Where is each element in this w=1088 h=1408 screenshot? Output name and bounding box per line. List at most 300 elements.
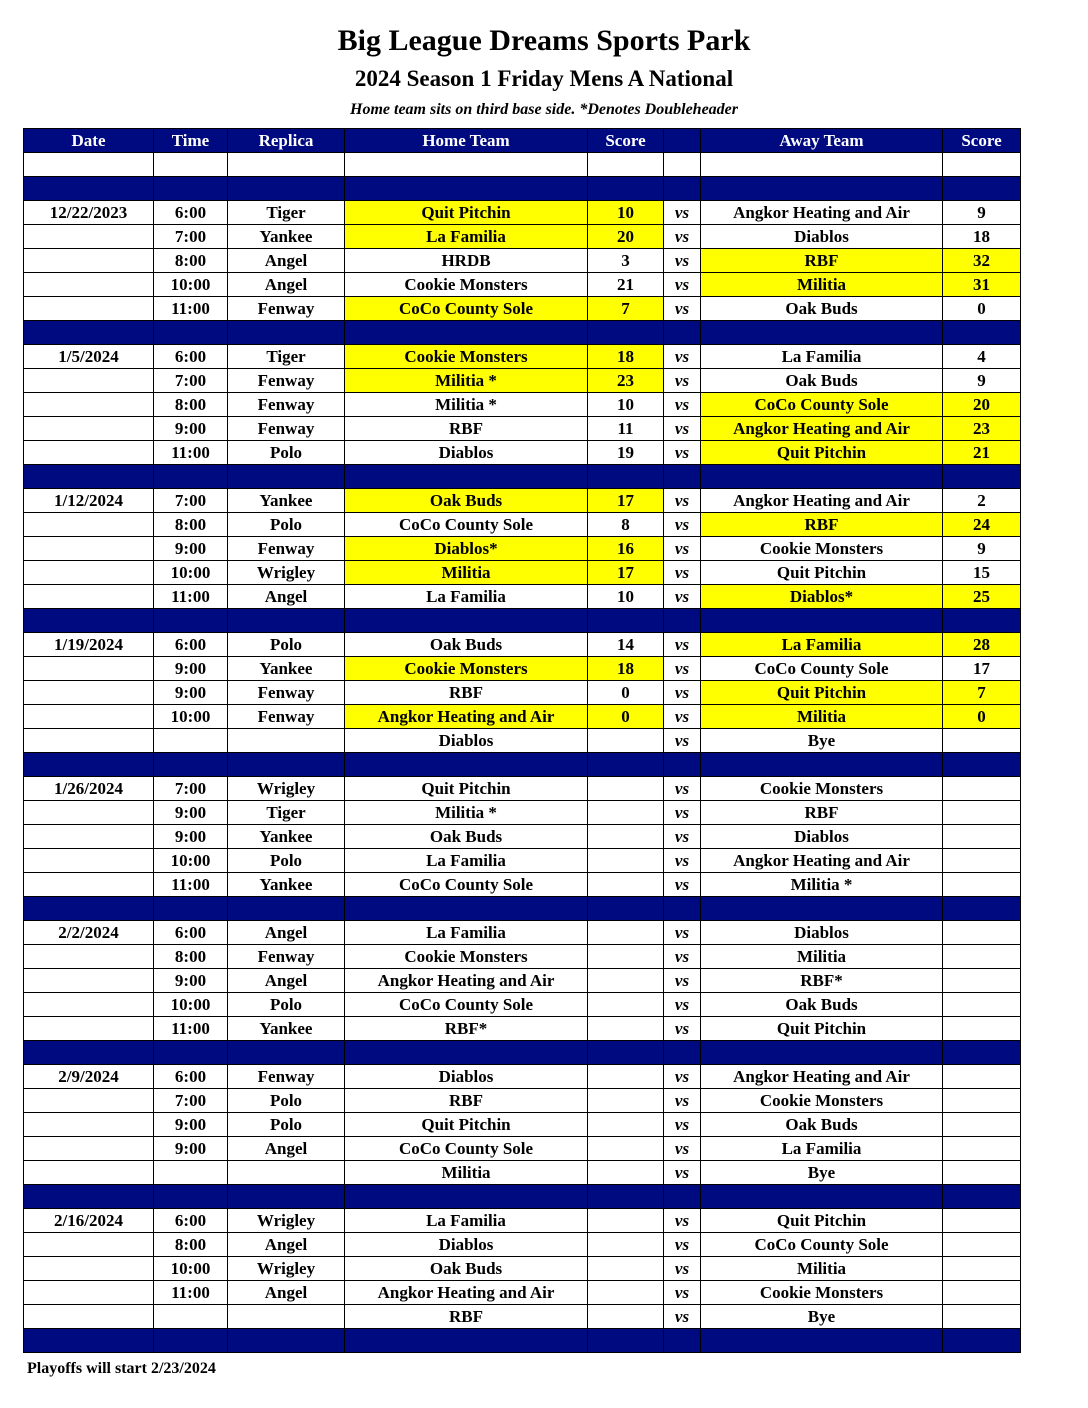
game-replica: Polo xyxy=(228,1089,345,1113)
game-date: 12/22/2023 xyxy=(24,201,154,225)
week-separator xyxy=(24,1329,1021,1353)
home-score xyxy=(588,1017,664,1041)
away-team: RBF* xyxy=(701,969,943,993)
game-row xyxy=(24,393,1021,417)
vs-label: vs xyxy=(664,921,701,945)
game-time: 9:00 xyxy=(154,969,228,993)
vs-label: vs xyxy=(664,801,701,825)
home-score: 0 xyxy=(588,681,664,705)
game-time: 11:00 xyxy=(154,873,228,897)
home-score xyxy=(588,1305,664,1329)
away-score xyxy=(943,969,1021,993)
week-separator-cell xyxy=(588,1185,664,1209)
away-team: CoCo County Sole xyxy=(701,393,943,417)
vs-label: vs xyxy=(664,1089,701,1113)
home-score: 10 xyxy=(588,585,664,609)
away-team: Militia xyxy=(701,705,943,729)
game-date: 2/9/2024 xyxy=(24,1065,154,1089)
home-team: La Familia xyxy=(345,1209,588,1233)
game-time: 11:00 xyxy=(154,297,228,321)
week-separator-cell xyxy=(664,1185,701,1209)
game-date xyxy=(24,225,154,249)
home-team: Diablos xyxy=(345,729,588,753)
week-separator-cell xyxy=(154,753,228,777)
game-time: 7:00 xyxy=(154,369,228,393)
away-score: 15 xyxy=(943,561,1021,585)
game-date xyxy=(24,417,154,441)
home-score: 8 xyxy=(588,513,664,537)
game-replica: Angel xyxy=(228,585,345,609)
week-separator-cell xyxy=(701,1185,943,1209)
away-team: Cookie Monsters xyxy=(701,1281,943,1305)
game-row xyxy=(24,441,1021,465)
game-replica: Fenway xyxy=(228,393,345,417)
away-team: Militia xyxy=(701,273,943,297)
home-score xyxy=(588,945,664,969)
home-score xyxy=(588,1281,664,1305)
away-score: 7 xyxy=(943,681,1021,705)
week-separator xyxy=(24,177,1021,201)
game-replica: Wrigley xyxy=(228,561,345,585)
game-date xyxy=(24,657,154,681)
away-score: 21 xyxy=(943,441,1021,465)
home-team: La Familia xyxy=(345,585,588,609)
away-score: 25 xyxy=(943,585,1021,609)
home-team: Diablos xyxy=(345,1233,588,1257)
home-team: Cookie Monsters xyxy=(345,345,588,369)
home-team: CoCo County Sole xyxy=(345,513,588,537)
week-separator-cell xyxy=(701,1329,943,1353)
away-team: Diablos xyxy=(701,921,943,945)
home-score: 18 xyxy=(588,657,664,681)
away-team: Militia xyxy=(701,945,943,969)
game-row xyxy=(24,513,1021,537)
week-separator xyxy=(24,609,1021,633)
home-team: RBF xyxy=(345,1305,588,1329)
home-score: 3 xyxy=(588,249,664,273)
away-score: 18 xyxy=(943,225,1021,249)
vs-label: vs xyxy=(664,393,701,417)
game-time: 8:00 xyxy=(154,513,228,537)
game-date: 2/16/2024 xyxy=(24,1209,154,1233)
away-score xyxy=(943,921,1021,945)
game-time: 10:00 xyxy=(154,705,228,729)
away-team: Militia * xyxy=(701,873,943,897)
away-score xyxy=(943,801,1021,825)
game-row xyxy=(24,273,1021,297)
home-team: Militia * xyxy=(345,801,588,825)
game-replica: Fenway xyxy=(228,681,345,705)
week-separator-cell xyxy=(664,753,701,777)
game-time: 9:00 xyxy=(154,825,228,849)
home-team: Angkor Heating and Air xyxy=(345,969,588,993)
away-score: 4 xyxy=(943,345,1021,369)
week-separator-cell xyxy=(943,753,1021,777)
game-date xyxy=(24,393,154,417)
blank-row-cell xyxy=(588,153,664,177)
game-replica: Polo xyxy=(228,1113,345,1137)
blank-row-cell xyxy=(345,153,588,177)
col-home-score-header: Score xyxy=(588,129,664,153)
game-date xyxy=(24,1305,154,1329)
week-separator-cell xyxy=(228,609,345,633)
week-separator-cell xyxy=(664,465,701,489)
vs-label: vs xyxy=(664,873,701,897)
home-score: 0 xyxy=(588,705,664,729)
game-row xyxy=(24,249,1021,273)
home-score: 10 xyxy=(588,393,664,417)
week-separator-cell xyxy=(228,465,345,489)
blank-row xyxy=(24,153,1021,177)
game-replica xyxy=(228,1161,345,1185)
home-team: Militia * xyxy=(345,369,588,393)
game-row xyxy=(24,1281,1021,1305)
away-score xyxy=(943,777,1021,801)
home-score: 19 xyxy=(588,441,664,465)
game-time: 9:00 xyxy=(154,417,228,441)
game-replica: Tiger xyxy=(228,201,345,225)
game-replica: Fenway xyxy=(228,537,345,561)
game-replica: Fenway xyxy=(228,297,345,321)
away-team: Quit Pitchin xyxy=(701,681,943,705)
game-row xyxy=(24,561,1021,585)
home-team: RBF* xyxy=(345,1017,588,1041)
week-separator-cell xyxy=(24,753,154,777)
game-replica: Polo xyxy=(228,849,345,873)
week-separator-cell xyxy=(943,177,1021,201)
away-team: Quit Pitchin xyxy=(701,1017,943,1041)
away-score xyxy=(943,1257,1021,1281)
away-score xyxy=(943,1113,1021,1137)
game-row xyxy=(24,1305,1021,1329)
game-replica: Fenway xyxy=(228,945,345,969)
game-row xyxy=(24,585,1021,609)
game-replica: Fenway xyxy=(228,417,345,441)
away-score xyxy=(943,993,1021,1017)
vs-label: vs xyxy=(664,369,701,393)
home-score xyxy=(588,825,664,849)
week-separator-cell xyxy=(588,609,664,633)
week-separator-cell xyxy=(664,1329,701,1353)
game-replica: Yankee xyxy=(228,825,345,849)
game-time: 9:00 xyxy=(154,657,228,681)
game-date xyxy=(24,1089,154,1113)
game-date xyxy=(24,801,154,825)
home-score xyxy=(588,993,664,1017)
away-score: 9 xyxy=(943,537,1021,561)
week-separator-cell xyxy=(345,1185,588,1209)
home-team: Oak Buds xyxy=(345,825,588,849)
page-title: Big League Dreams Sports Park xyxy=(337,24,751,57)
header-row xyxy=(24,129,1021,153)
week-separator-cell xyxy=(588,465,664,489)
away-score xyxy=(943,945,1021,969)
week-separator-cell xyxy=(943,321,1021,345)
home-team: CoCo County Sole xyxy=(345,297,588,321)
vs-label: vs xyxy=(664,849,701,873)
week-separator-cell xyxy=(664,897,701,921)
game-time: 10:00 xyxy=(154,993,228,1017)
game-time: 9:00 xyxy=(154,801,228,825)
game-row xyxy=(24,681,1021,705)
game-date xyxy=(24,585,154,609)
game-row xyxy=(24,729,1021,753)
vs-label: vs xyxy=(664,729,701,753)
away-score: 0 xyxy=(943,297,1021,321)
game-replica: Yankee xyxy=(228,489,345,513)
week-separator xyxy=(24,897,1021,921)
away-team: RBF xyxy=(701,513,943,537)
game-time: 7:00 xyxy=(154,1089,228,1113)
col-date-header: Date xyxy=(24,129,154,153)
game-replica: Polo xyxy=(228,993,345,1017)
game-time: 10:00 xyxy=(154,849,228,873)
home-score xyxy=(588,801,664,825)
game-replica: Fenway xyxy=(228,705,345,729)
game-replica: Wrigley xyxy=(228,777,345,801)
game-time: 9:00 xyxy=(154,537,228,561)
game-row xyxy=(24,1233,1021,1257)
home-score xyxy=(588,1113,664,1137)
game-row xyxy=(24,369,1021,393)
week-separator-cell xyxy=(154,321,228,345)
home-team: HRDB xyxy=(345,249,588,273)
game-row xyxy=(24,201,1021,225)
game-row xyxy=(24,489,1021,513)
week-separator-cell xyxy=(943,465,1021,489)
away-team: Angkor Heating and Air xyxy=(701,417,943,441)
home-team: Quit Pitchin xyxy=(345,1113,588,1137)
week-separator-cell xyxy=(345,465,588,489)
away-team: Militia xyxy=(701,1257,943,1281)
game-date xyxy=(24,561,154,585)
game-time xyxy=(154,729,228,753)
game-date xyxy=(24,825,154,849)
away-score: 9 xyxy=(943,369,1021,393)
week-separator-cell xyxy=(345,177,588,201)
home-score: 23 xyxy=(588,369,664,393)
week-separator-cell xyxy=(664,177,701,201)
week-separator-cell xyxy=(154,177,228,201)
vs-label: vs xyxy=(664,297,701,321)
week-separator-cell xyxy=(588,1329,664,1353)
away-score: 23 xyxy=(943,417,1021,441)
week-separator-cell xyxy=(588,753,664,777)
vs-label: vs xyxy=(664,345,701,369)
game-date xyxy=(24,1281,154,1305)
vs-label: vs xyxy=(664,1305,701,1329)
game-time: 11:00 xyxy=(154,441,228,465)
game-date xyxy=(24,1233,154,1257)
game-date xyxy=(24,1161,154,1185)
home-score: 17 xyxy=(588,489,664,513)
game-replica: Fenway xyxy=(228,369,345,393)
vs-label: vs xyxy=(664,1161,701,1185)
week-separator-cell xyxy=(701,753,943,777)
game-replica: Angel xyxy=(228,1137,345,1161)
week-separator-cell xyxy=(701,321,943,345)
game-date xyxy=(24,249,154,273)
game-replica: Wrigley xyxy=(228,1257,345,1281)
week-separator-cell xyxy=(154,609,228,633)
game-time: 7:00 xyxy=(154,225,228,249)
week-separator-cell xyxy=(228,1185,345,1209)
game-date xyxy=(24,945,154,969)
home-team: Cookie Monsters xyxy=(345,657,588,681)
week-separator-cell xyxy=(24,177,154,201)
game-date xyxy=(24,369,154,393)
away-team: Angkor Heating and Air xyxy=(701,201,943,225)
away-team: Bye xyxy=(701,729,943,753)
home-score xyxy=(588,873,664,897)
week-separator xyxy=(24,465,1021,489)
vs-label: vs xyxy=(664,489,701,513)
game-time: 10:00 xyxy=(154,1257,228,1281)
game-row xyxy=(24,921,1021,945)
game-date: 1/26/2024 xyxy=(24,777,154,801)
away-team: La Familia xyxy=(701,1137,943,1161)
game-time: 11:00 xyxy=(154,1017,228,1041)
away-score xyxy=(943,1065,1021,1089)
game-row xyxy=(24,1017,1021,1041)
week-separator-cell xyxy=(24,1185,154,1209)
home-team: Quit Pitchin xyxy=(345,777,588,801)
away-team: Oak Buds xyxy=(701,993,943,1017)
game-time: 9:00 xyxy=(154,1137,228,1161)
away-score xyxy=(943,1281,1021,1305)
week-separator-cell xyxy=(24,609,154,633)
week-separator-cell xyxy=(345,321,588,345)
game-date xyxy=(24,513,154,537)
week-separator-cell xyxy=(588,1041,664,1065)
game-row xyxy=(24,1257,1021,1281)
home-score xyxy=(588,1065,664,1089)
week-separator-cell xyxy=(701,897,943,921)
game-time: 6:00 xyxy=(154,345,228,369)
game-date xyxy=(24,969,154,993)
col-time-header: Time xyxy=(154,129,228,153)
game-replica: Tiger xyxy=(228,801,345,825)
week-separator-cell xyxy=(664,1041,701,1065)
game-time: 8:00 xyxy=(154,1233,228,1257)
vs-label: vs xyxy=(664,657,701,681)
week-separator-cell xyxy=(345,609,588,633)
game-time: 10:00 xyxy=(154,561,228,585)
home-score: 16 xyxy=(588,537,664,561)
vs-label: vs xyxy=(664,585,701,609)
week-separator-cell xyxy=(345,1329,588,1353)
away-team: CoCo County Sole xyxy=(701,657,943,681)
home-score: 18 xyxy=(588,345,664,369)
away-score xyxy=(943,1017,1021,1041)
home-team: Militia * xyxy=(345,393,588,417)
week-separator-cell xyxy=(943,609,1021,633)
vs-label: vs xyxy=(664,777,701,801)
game-date: 2/2/2024 xyxy=(24,921,154,945)
game-row xyxy=(24,1209,1021,1233)
home-score: 17 xyxy=(588,561,664,585)
game-row xyxy=(24,1113,1021,1137)
home-team: La Familia xyxy=(345,225,588,249)
col-home-team-header: Home Team xyxy=(345,129,588,153)
away-score: 28 xyxy=(943,633,1021,657)
home-score xyxy=(588,1089,664,1113)
week-separator-cell xyxy=(228,321,345,345)
home-score: 20 xyxy=(588,225,664,249)
game-date: 1/12/2024 xyxy=(24,489,154,513)
game-row xyxy=(24,945,1021,969)
blank-row-cell xyxy=(228,153,345,177)
playoffs-note: Playoffs will start 2/23/2024 xyxy=(27,1360,216,1377)
game-replica: Angel xyxy=(228,249,345,273)
vs-label: vs xyxy=(664,537,701,561)
vs-label: vs xyxy=(664,993,701,1017)
week-separator-cell xyxy=(345,753,588,777)
game-time: 7:00 xyxy=(154,777,228,801)
home-team: Diablos xyxy=(345,441,588,465)
game-row xyxy=(24,825,1021,849)
week-separator-cell xyxy=(24,321,154,345)
vs-label: vs xyxy=(664,1065,701,1089)
away-team: Bye xyxy=(701,1161,943,1185)
week-separator-cell xyxy=(228,1041,345,1065)
game-time: 10:00 xyxy=(154,273,228,297)
home-team: Angkor Heating and Air xyxy=(345,705,588,729)
week-separator-cell xyxy=(943,1185,1021,1209)
page-note: Home team sits on third base side. *Denotes Doubleheader xyxy=(350,101,738,118)
week-separator-cell xyxy=(701,609,943,633)
game-time: 8:00 xyxy=(154,393,228,417)
week-separator-cell xyxy=(24,1329,154,1353)
away-team: Cookie Monsters xyxy=(701,1089,943,1113)
game-date xyxy=(24,681,154,705)
away-score xyxy=(943,873,1021,897)
vs-label: vs xyxy=(664,561,701,585)
col-away-team-header: Away Team xyxy=(701,129,943,153)
vs-label: vs xyxy=(664,417,701,441)
home-score xyxy=(588,921,664,945)
game-row xyxy=(24,345,1021,369)
vs-label: vs xyxy=(664,1017,701,1041)
home-score xyxy=(588,777,664,801)
week-separator-cell xyxy=(228,1329,345,1353)
game-row xyxy=(24,873,1021,897)
home-team: Militia xyxy=(345,561,588,585)
game-time: 8:00 xyxy=(154,945,228,969)
game-time: 11:00 xyxy=(154,585,228,609)
home-team: Oak Buds xyxy=(345,633,588,657)
vs-label: vs xyxy=(664,681,701,705)
week-separator-cell xyxy=(943,1041,1021,1065)
week-separator-cell xyxy=(588,897,664,921)
home-team: RBF xyxy=(345,1089,588,1113)
game-replica: Tiger xyxy=(228,345,345,369)
away-score: 32 xyxy=(943,249,1021,273)
game-row xyxy=(24,417,1021,441)
away-team: Cookie Monsters xyxy=(701,537,943,561)
week-separator-cell xyxy=(24,897,154,921)
away-score xyxy=(943,1137,1021,1161)
away-score: 20 xyxy=(943,393,1021,417)
schedule-body xyxy=(24,153,1021,1353)
home-score xyxy=(588,1161,664,1185)
game-date xyxy=(24,537,154,561)
game-replica: Polo xyxy=(228,633,345,657)
week-separator-cell xyxy=(154,1185,228,1209)
schedule-table xyxy=(23,128,1021,1353)
game-row xyxy=(24,657,1021,681)
away-team: Diablos xyxy=(701,225,943,249)
